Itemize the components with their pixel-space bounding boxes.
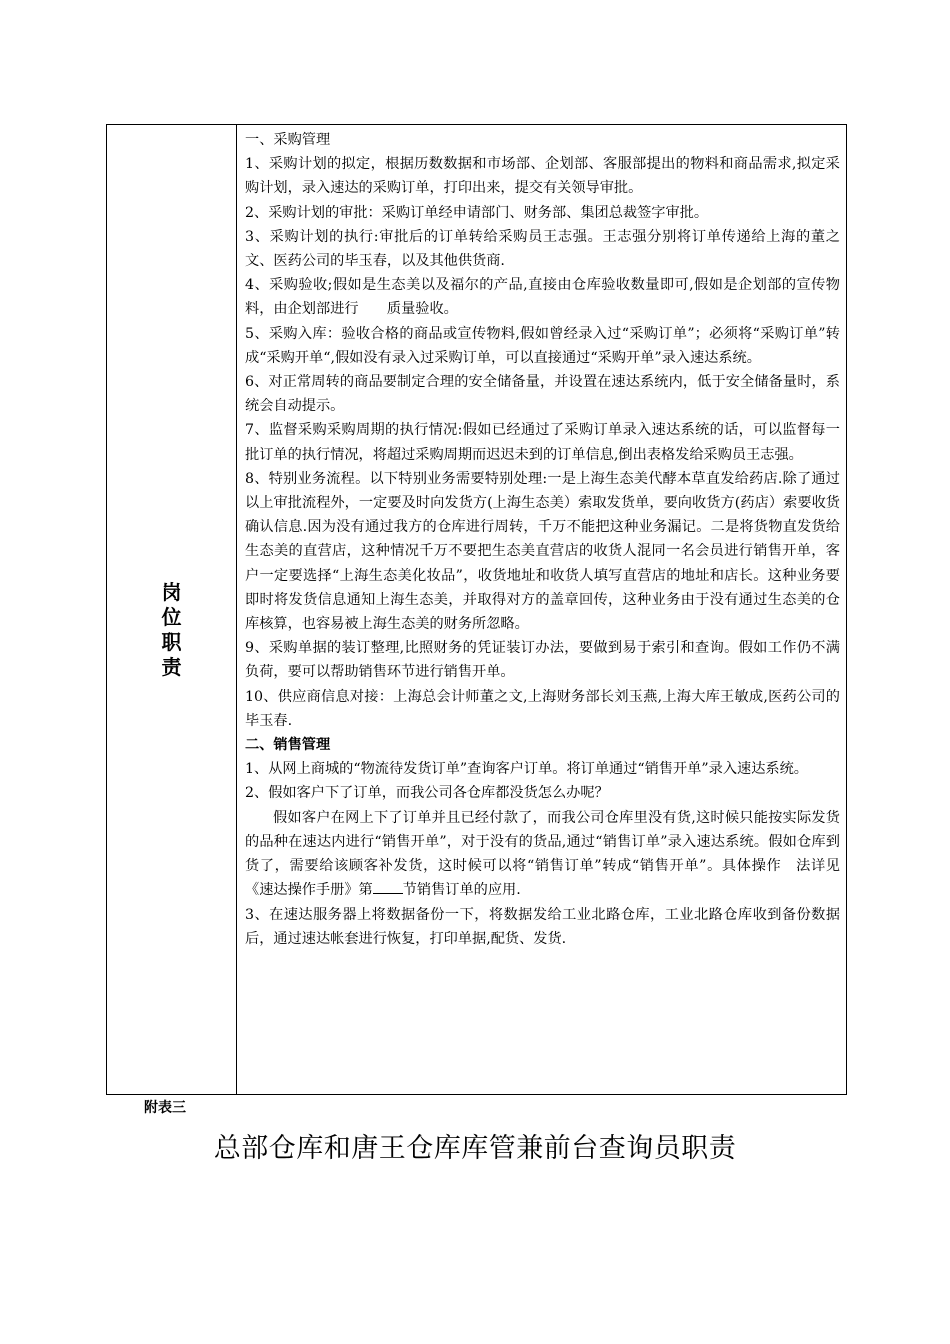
duty-table bbox=[106, 124, 847, 1095]
purchase-item-7: 7、监督采购采购周期的执行情况:假如已经通过了采购订单录入速达系统的话，可以监督每一批订单的执行情况，将超过采购周期而迟迟未到的订单信息,倒出表格发给采购员王志强。 bbox=[245, 422, 840, 463]
purchase-item-5: 5、采购入库：验收合格的商品或宣传物料,假如曾经录入过“采购订单”；必须将“采购订单”转成“采购开单“,假如没有录入过采购订单，可以直接通过“采购开单”录入速达系统。 bbox=[245, 325, 840, 366]
purchase-item-10: 10、供应商信息对接：上海总会计师董之文,上海财务部长刘玉燕,上海大库王敏成,医药公司的毕玉春. bbox=[245, 688, 840, 729]
label-cell bbox=[107, 125, 237, 1094]
page-title: 总部仓库和唐王仓库库管兼前台查询员职责 bbox=[213, 1133, 737, 1164]
purchase-item-9: 9、采购单据的装订整理,比照财务的凭证装订办法，要做到易于索引和查询。假如工作仍不满负荷，要可以帮助销售环节进行销售开单。 bbox=[245, 640, 840, 681]
content-cell bbox=[237, 125, 846, 1094]
section-title-sales: 二、销售管理 bbox=[245, 737, 331, 754]
sales-item-2-detail-b: 节销售订单的应用. bbox=[402, 882, 521, 899]
purchase-item-3: 3、采购计划的执行:审批后的订单转给采购员王志强。王志强分别将订单传递给上海的董之文、医药公司的毕玉春，以及其他供货商. bbox=[245, 228, 840, 270]
job-duty-label: 岗位职责 bbox=[161, 579, 182, 679]
sales-item-1: 1、从网上商城的“物流待发货订单”查询客户订单。将订单通过“销售开单”录入速达系统。 bbox=[245, 761, 808, 778]
purchase-item-8: 8、特别业务流程。以下特别业务需要特别处理:一是上海生态美代酵本草直发给药店.除了通过以上审批流程外，一定要及时向发货方(上海生态美）索取发货单，要向收货方(药店）索要收货确认信息.因为没有通过我方的仓库进行周转，千万不能把这种业务漏记。二是将货物直发货给生态美的直营店，这种情况千万不要把生态美直营店的收货人混同一名会员进行销售开单，客户一定要选择“上海生态美化妆品”，收货地址和收货人填写直营店的地址和店长。这种业务要即时将发货信息通知上海生态美，并取得对方的盖章回传，这种业务由于没有通过生态美的仓库核算，也容易被上海生态美的财务所忽略。 bbox=[245, 470, 840, 633]
sales-item-3: 3、在速达服务器上将数据备份一下，将数据发给工业北路仓库，工业北路仓库收到备份数据后，通过速达帐套进行恢复，打印单据,配货、发货. bbox=[245, 906, 840, 947]
sales-item-2: 2、假如客户下了订单，而我公司各仓库都没货怎么办呢？ bbox=[245, 785, 609, 802]
purchase-item-1: 1、采购计划的拟定，根据历数数据和市场部、企划部、客服部提出的物料和商品需求,拟定采购计划，录入速达的采购订单，打印出来，提交有关领导审批。 bbox=[245, 156, 840, 197]
section-title-purchasing: 一、采购管理 bbox=[245, 132, 331, 148]
sales-item-2-detail bbox=[245, 806, 840, 903]
purchase-item-6: 6、对正常周转的商品要制定合理的安全储备量，并设置在速达系统内，低于安全储备量时，系统会自动提示。 bbox=[245, 374, 840, 415]
blank-underline bbox=[373, 879, 403, 894]
purchase-item-4: 4、采购验收;假如是生态美以及福尔的产品,直接由仓库验收数量即可,假如是企划部的宣传物料，由企划部进行 质量验收。 bbox=[245, 277, 840, 318]
purchase-item-2: 2、采购计划的审批：采购订单经申请部门、财务部、集团总裁签字审批。 bbox=[245, 204, 709, 221]
sales-item-2-detail-a: 假如客户在网上下了订单并且已经付款了，而我公司仓库里没有货,这时候只能按实际发货的品种在速达内进行“销售开单”，对于没有的货品,通过“销售订单”录入速达系统。假如仓库到货了，需要给该顾客补发货，这时候可以将“销售订单”转成“销售开单”。具体操作 法详见《速达操作手册》第 bbox=[245, 809, 840, 899]
appendix-caption: 附表三 bbox=[144, 1100, 186, 1116]
